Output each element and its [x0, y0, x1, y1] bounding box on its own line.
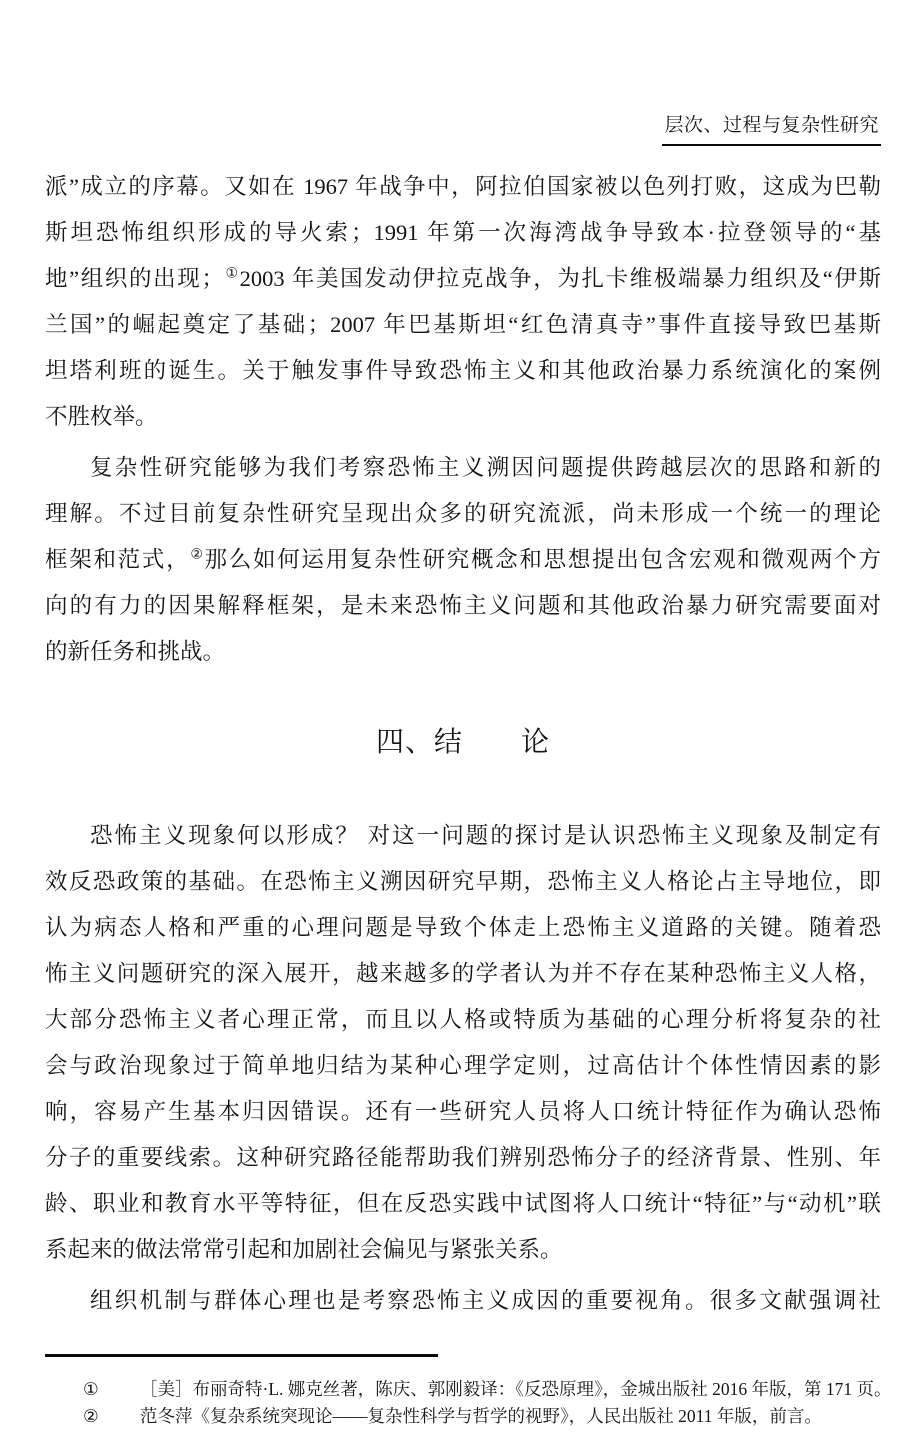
text-line: 地”组织的出现；①2003 年美国发动伊拉克战争，为扎卡维极端暴力组织及“伊斯 — [45, 266, 881, 291]
footnote-reference: ② — [190, 547, 205, 563]
text-line: 复杂性研究能够为我们考察恐怖主义溯因问题提供跨越层次的思路和新的 — [90, 455, 881, 480]
body-text — [45, 164, 881, 1329]
paragraph — [45, 164, 881, 440]
footnote-reference: ① — [223, 266, 240, 282]
running-head: 层次、过程与复杂性研究 — [662, 110, 881, 146]
footnotes — [45, 1354, 892, 1430]
text-line: 的新任务和挑战。 — [45, 639, 226, 664]
text-line: 会与政治现象过于简单地归结为某种心理学定则，过高估计个体性情因素的影 — [45, 1053, 881, 1078]
text-line: 组织机制与群体心理也是考察恐怖主义成因的重要视角。很多文献强调社 — [90, 1288, 881, 1313]
paragraph — [45, 445, 881, 675]
footnote-separator-rule — [45, 1354, 438, 1357]
text-line: 响，容易产生基本归因错误。还有一些研究人员将人口统计特征作为确认恐怖 — [45, 1099, 881, 1124]
text-line: 大部分恐怖主义者心理正常，而且以人格或特质为基础的心理分析将复杂的社 — [45, 1007, 881, 1032]
footnote-1-marker: ① — [83, 1379, 99, 1399]
footnote-2-marker: ② — [83, 1406, 99, 1426]
paragraph — [45, 1278, 881, 1324]
footnote-1 — [45, 1376, 892, 1403]
text-line: 系起来的做法常常引起和加剧社会偏见与紧张关系。 — [45, 1237, 563, 1262]
text-line: 向的有力的因果解释框架，是未来恐怖主义问题和其他政治暴力研究需要面对 — [45, 593, 881, 618]
text-line: 恐怖主义现象何以形成？ 对这一问题的探讨是认识恐怖主义现象及制定有 — [90, 823, 881, 848]
footnote-1-text: ［美］布丽奇特·L. 娜克丝著，陈庆、郭刚毅译：《反恐原理》，金城出版社 2016 年版，第 171 页。 — [140, 1379, 892, 1399]
text-line: 斯坦恐怖组织形成的导火索；1991 年第一次海湾战争导致本·拉登领导的“基 — [45, 220, 881, 245]
footnote-2 — [45, 1403, 881, 1430]
text-line: 派”成立的序幕。又如在 1967 年战争中，阿拉伯国家被以色列打败，这成为巴勒 — [45, 174, 881, 199]
text-line: 框架和范式，②那么如何运用复杂性研究概念和思想提出包含宏观和微观两个方 — [45, 547, 881, 572]
paragraph — [45, 813, 881, 1273]
footnote-2-text: 范冬萍《复杂系统突现论——复杂性科学与哲学的视野》，人民出版社 2011 年版，前言。 — [140, 1406, 822, 1426]
text-line: 怖主义问题研究的深入展开，越来越多的学者认为并不存在某种恐怖主义人格， — [45, 961, 881, 986]
text-line: 效反恐政策的基础。在恐怖主义溯因研究早期，恐怖主义人格论占主导地位，即 — [45, 869, 881, 894]
section-heading: 四、结 论 — [375, 727, 550, 758]
text-line: 不胜枚举。 — [45, 404, 158, 429]
text-line: 兰国”的崛起奠定了基础；2007 年巴基斯坦“红色清真寺”事件直接导致巴基斯 — [45, 312, 881, 337]
text-line: 坦塔利班的诞生。关于触发事件导致恐怖主义和其他政治暴力系统演化的案例 — [45, 358, 881, 383]
text-line: 认为病态人格和严重的心理问题是导致个体走上恐怖主义道路的关键。随着恐 — [45, 915, 881, 940]
text-line: 分子的重要线索。这种研究路径能帮助我们辨别恐怖分子的经济背景、性别、年 — [45, 1145, 881, 1170]
text-line: 理解。不过目前复杂性研究呈现出众多的研究流派，尚未形成一个统一的理论 — [45, 501, 881, 526]
text-line: 龄、职业和教育水平等特征，但在反恐实践中试图将人口统计“特征”与“动机”联 — [45, 1191, 881, 1216]
